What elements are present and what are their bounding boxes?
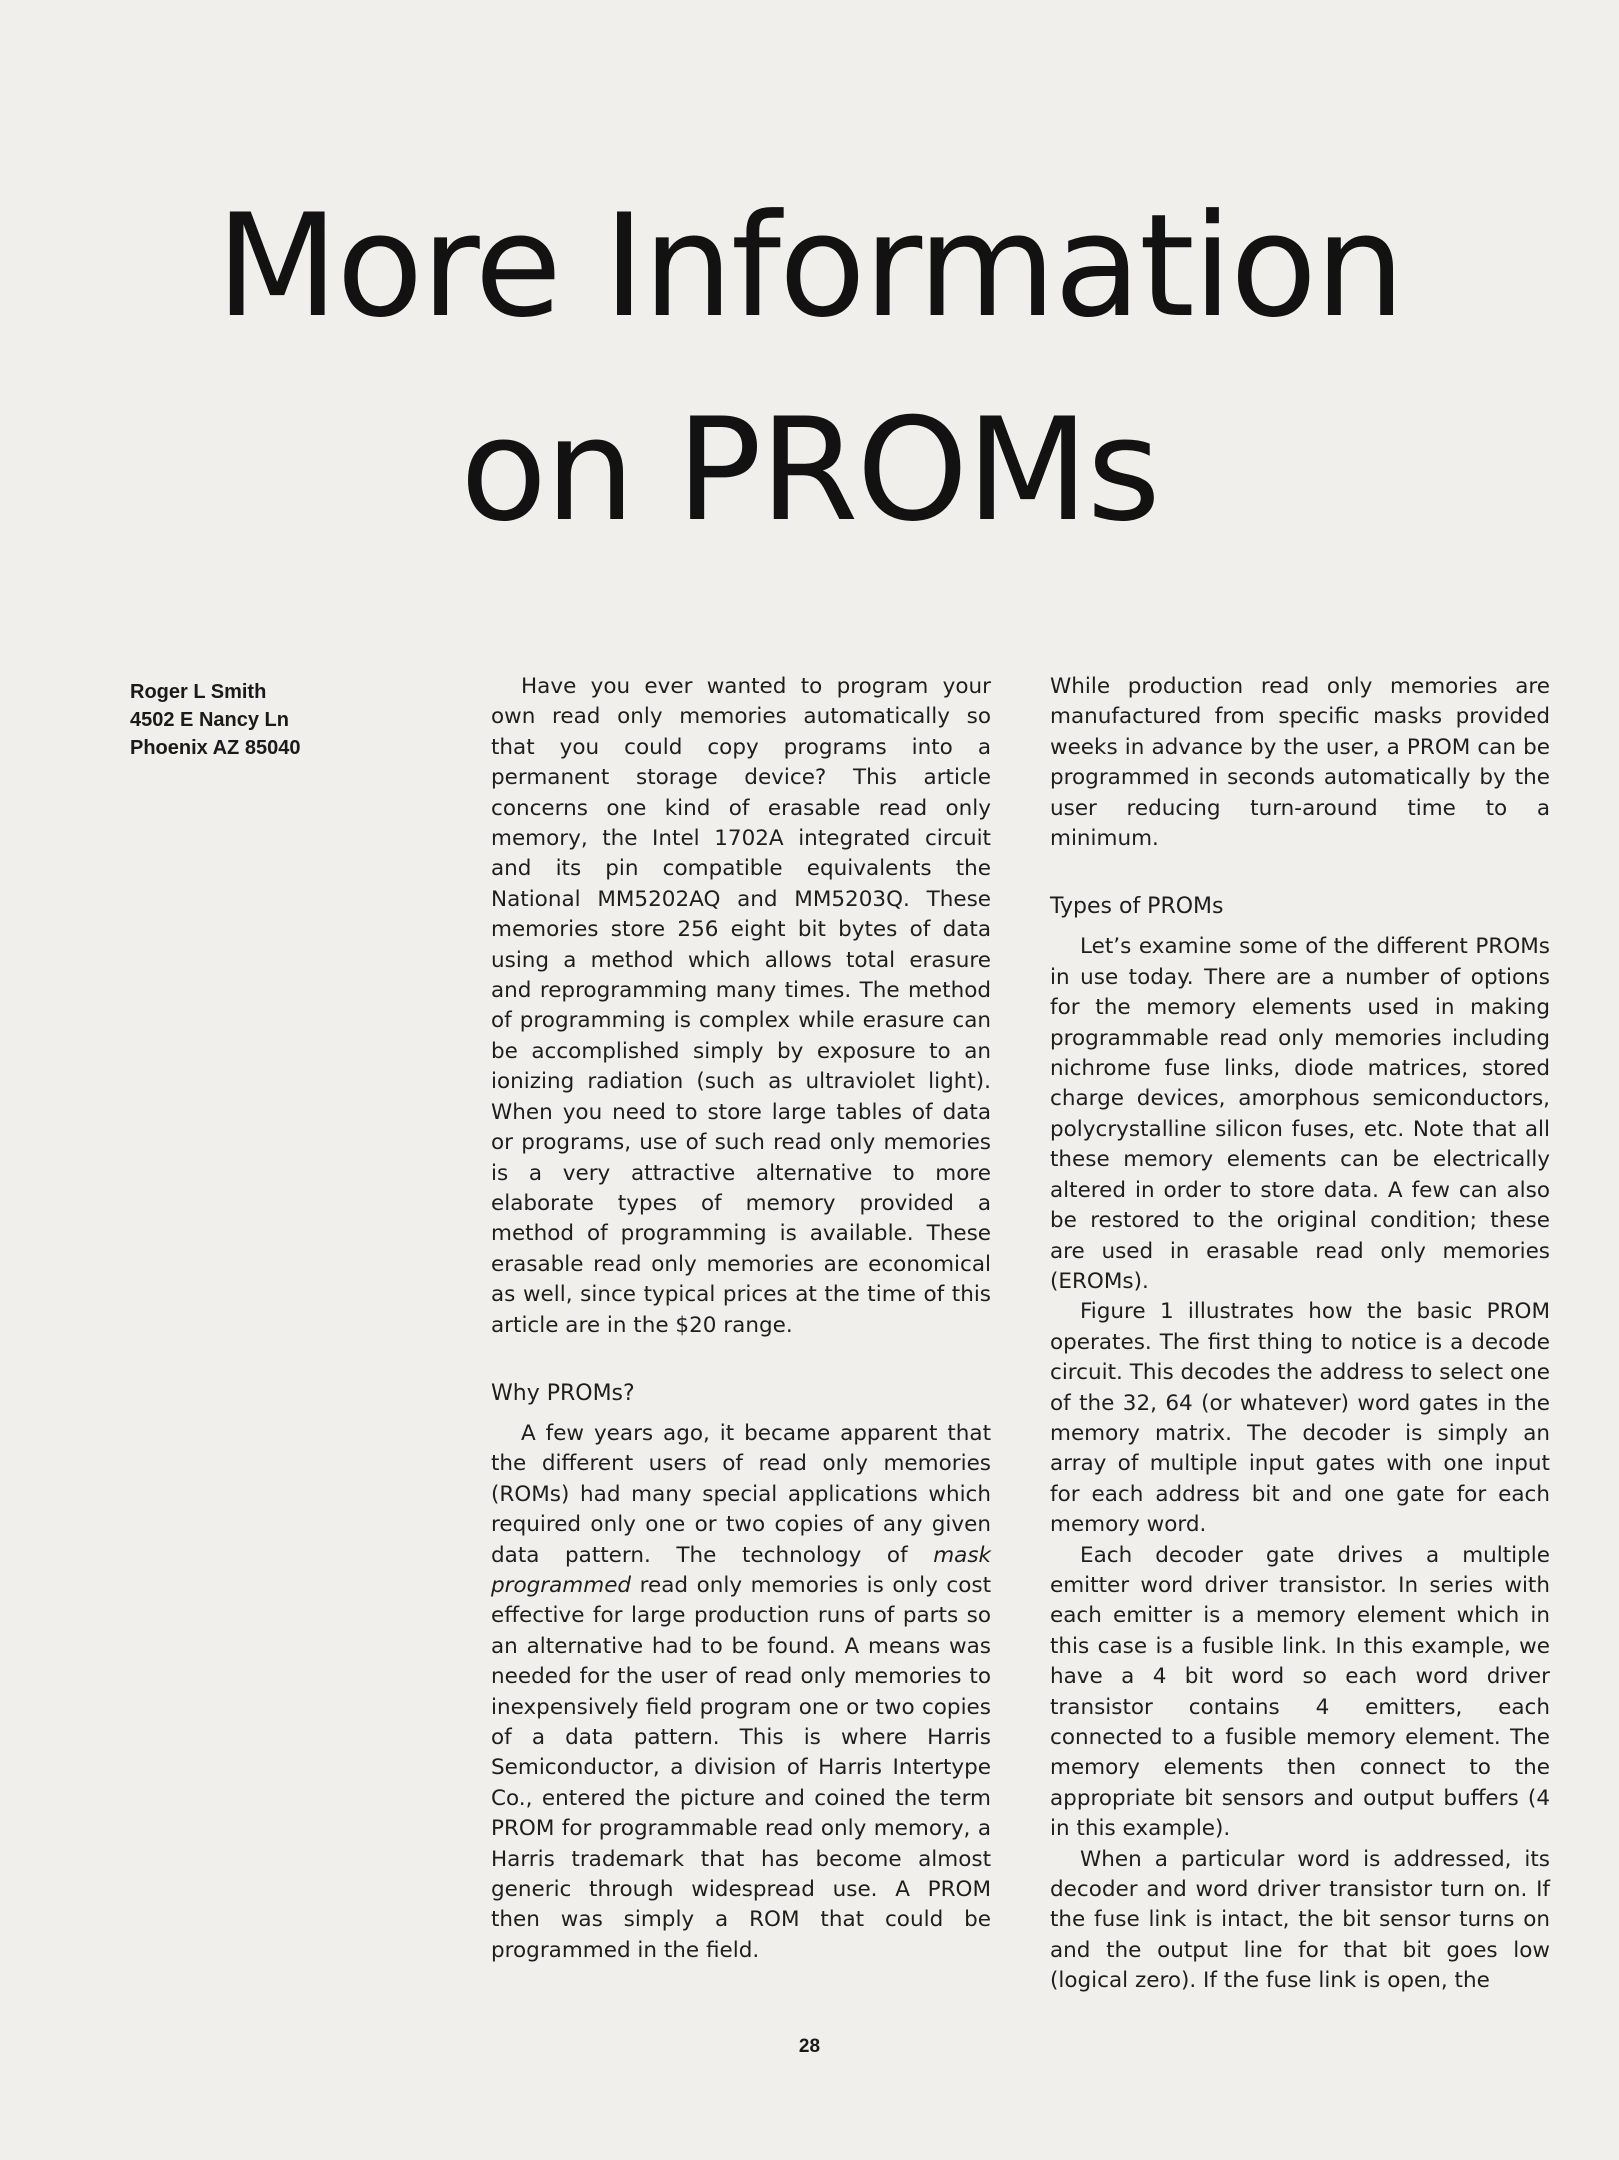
why-proms-paragraph [491, 1419, 991, 1966]
why-proms-text-start: A few years ago, it became apparent that the different users of read only memories (ROMs) had many special applications which required only one or two copies of any given data pattern. The technology of [491, 1420, 991, 1568]
section-heading-why-proms: Why PROMs? [491, 1380, 635, 1406]
section-heading-types-of-proms: Types of PROMs [1050, 894, 1224, 920]
types-paragraph-4: When a particular word is addressed, its decoder and word driver transistor turn on. If the fuse link is intact, the bit sensor turns on and the output line for that bit goes low (logical zero). If the fuse link is open, the [1050, 1846, 1550, 1994]
author-name: Roger L Smith [130, 681, 267, 703]
types-paragraph-2: Figure 1 illustrates how the basic PROM operates. The first thing to notice is a decode circuit. This decodes the address to select one of the 32, 64 (or whatever) word gates in the memory matrix. The decoder is simply an array of multiple input gates with one input for each address bit and one gate for each memory word. [1050, 1299, 1550, 1538]
intro-paragraph: Have you ever wanted to program your own read only memories automatically so that you could copy programs into a permanent storage device? This article concerns one kind of erasable read only memory, the Intel 1702A integrated circuit and its pin compatible equivalents the National MM5202AQ and MM5203Q. These memories store 256 eight bit bytes of data using a method which allows total erasure and reprogramming many times. The method of programming is complex while erasure can be accomplished simply by exposure to an ionizing radiation (such as ultraviolet light). When you need to store large tables of data or programs, use of such read only memories is a very attractive alternative to more elaborate types of memory provided a method of programming is available. These erasable read only memories are economical as well, since typical prices at the time of this article are in the $20 range. [491, 674, 991, 1338]
text-column-2 [1050, 672, 1550, 1997]
why-proms-emphasis: mask programmed [491, 1542, 991, 1598]
article-title-line-2: on PROMs [460, 388, 1159, 553]
text-column-1 [491, 672, 991, 1966]
author-block [130, 678, 390, 762]
author-street: 4502 E Nancy Ln [130, 709, 289, 731]
types-paragraph-1: Let’s examine some of the different PROMs in use today. There are a number of options for the memory elements used in making programmable read only memories including nichrome fuse links, diode matrices, stored charge devices, amorphous semiconductors, polycrystalline silicon fuses, etc. Note that all these memory elements can be electrically altered in order to store data. A few can also be restored to the original condition; these are used in erasable read only memories (EROMs). [1050, 934, 1550, 1294]
page-number: 28 [798, 2036, 821, 2057]
why-proms-text-end: read only memories is only cost effective for large production runs of parts so an alternative had to be found. A means was needed for the user of read only memories to inexpensively field program one or two copies of a data pattern. This is where Harris Semiconductor, a division of Harris Intertype Co., entered the picture and coined the term PROM for programmable read only memory, a Harris trademark that has become almost generic through widespread use. A PROM then was simply a ROM that could be programmed in the field. [491, 1572, 991, 1963]
author-city: Phoenix AZ 85040 [130, 737, 301, 759]
types-paragraph-3: Each decoder gate drives a multiple emitter word driver transistor. In series with each emitter is a memory element which in this case is a fusible link. In this example, we have a 4 bit word so each word driver transistor contains 4 emitters, each connected to a fusible memory element. The memory elements then connect to the appropriate bit sensors and output buffers (4 in this example). [1050, 1542, 1550, 1842]
production-rom-paragraph: While production read only memories are manufactured from specific masks provided weeks in advance by the user, a PROM can be programmed in seconds automatically by the user reducing turn-around time to a minimum. [1050, 674, 1550, 852]
article-title-line-1: More Information [215, 184, 1404, 349]
